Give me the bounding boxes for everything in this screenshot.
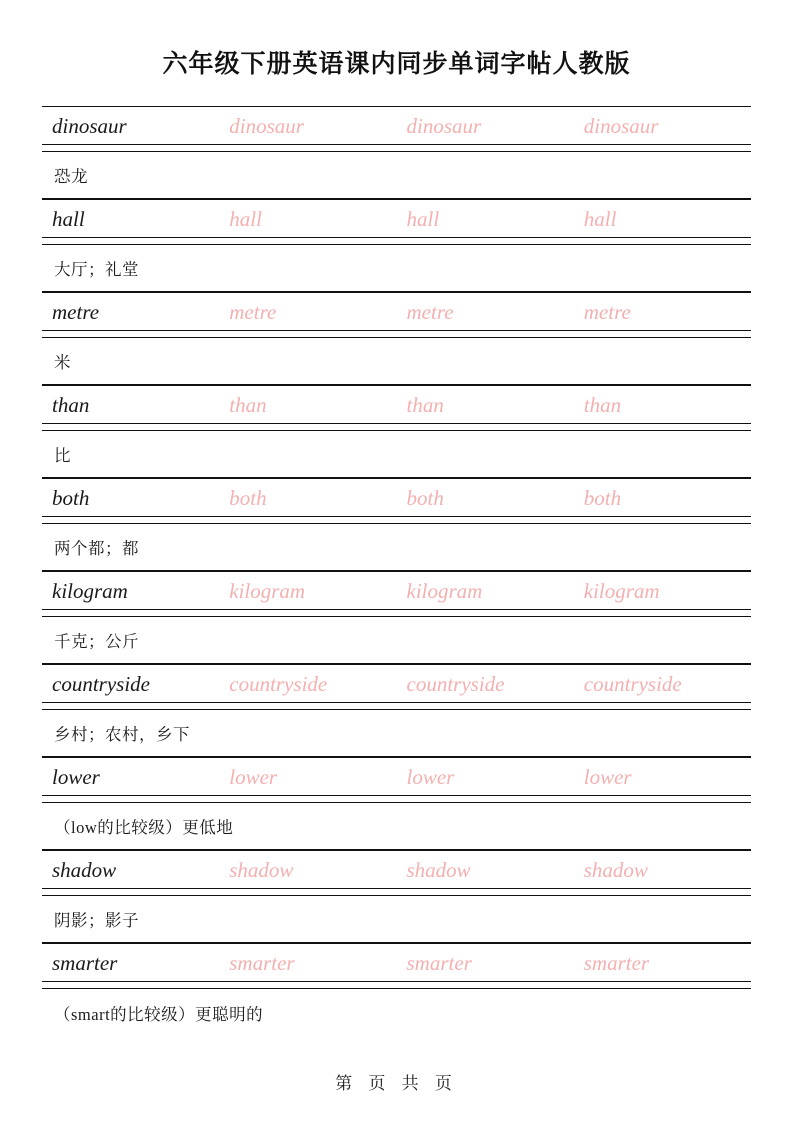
- word-meaning: 恐龙: [54, 167, 88, 186]
- word-trace: hall: [583, 206, 617, 231]
- tracing-row[interactable]: [42, 292, 751, 338]
- word-meaning: 两个都；都: [54, 539, 139, 558]
- word-entry: [42, 385, 751, 478]
- word-meaning: 千克；公斤: [54, 632, 139, 651]
- tracing-row[interactable]: [42, 571, 751, 617]
- meaning-row: [42, 431, 751, 478]
- word-trace: both: [406, 485, 444, 510]
- word-trace: shadow: [229, 857, 294, 882]
- word-entry: [42, 292, 751, 385]
- word-model: metre: [52, 299, 100, 324]
- word-trace: hall: [406, 206, 440, 231]
- word-model: kilogram: [52, 578, 128, 603]
- word-model: both: [52, 485, 90, 510]
- page-footer: 第 页 共 页: [335, 1074, 458, 1093]
- word-model: countryside: [52, 671, 150, 696]
- word-trace: lower: [229, 764, 278, 789]
- word-model: hall: [52, 206, 85, 231]
- word-entry: [42, 199, 751, 292]
- tracing-row[interactable]: [42, 106, 751, 152]
- word-trace: metre: [229, 299, 277, 324]
- word-trace: smarter: [406, 950, 472, 975]
- tracing-row[interactable]: [42, 199, 751, 245]
- word-trace: countryside: [583, 671, 682, 696]
- tracing-row[interactable]: [42, 757, 751, 803]
- word-entry: [42, 478, 751, 571]
- word-entry: [42, 757, 751, 850]
- word-trace: dinosaur: [583, 113, 659, 138]
- meaning-row: [42, 989, 751, 1036]
- word-trace: metre: [406, 299, 454, 324]
- word-trace: dinosaur: [229, 113, 304, 138]
- word-trace: lower: [583, 764, 632, 789]
- meaning-row: [42, 245, 751, 292]
- word-model: dinosaur: [52, 113, 127, 138]
- meaning-row: [42, 710, 751, 757]
- tracing-row[interactable]: [42, 943, 751, 989]
- word-trace: kilogram: [229, 578, 306, 603]
- word-trace: kilogram: [583, 578, 660, 603]
- word-trace: smarter: [229, 950, 295, 975]
- meaning-row: [42, 617, 751, 664]
- word-entry: [42, 943, 751, 1036]
- word-meaning: 米: [54, 353, 71, 372]
- word-trace: kilogram: [406, 578, 483, 603]
- word-model: shadow: [52, 857, 117, 882]
- word-trace: shadow: [406, 857, 471, 882]
- word-meaning: （smart的比较级）更聪明的: [54, 1004, 264, 1024]
- word-meaning: 大厅；礼堂: [54, 260, 139, 279]
- word-trace: shadow: [583, 857, 648, 882]
- word-list: [42, 106, 751, 1036]
- word-meaning: （low的比较级）更低地: [54, 818, 234, 837]
- word-meaning: 乡村；农村，乡下: [54, 725, 190, 744]
- tracing-row[interactable]: [42, 850, 751, 896]
- word-trace: metre: [583, 299, 631, 324]
- word-trace: than: [229, 392, 267, 417]
- meaning-row: [42, 338, 751, 385]
- word-trace: than: [406, 392, 444, 417]
- page-title: 六年级下册英语课内同步单词字帖人教版: [162, 50, 631, 78]
- word-trace: smarter: [583, 950, 650, 975]
- word-meaning: 比: [54, 446, 71, 465]
- word-trace: than: [583, 392, 622, 417]
- word-model: than: [52, 392, 90, 417]
- word-model: lower: [52, 764, 100, 789]
- word-entry: [42, 571, 751, 664]
- meaning-row: [42, 524, 751, 571]
- tracing-row[interactable]: [42, 385, 751, 431]
- word-entry: [42, 664, 751, 757]
- word-trace: both: [583, 485, 622, 510]
- word-trace: lower: [406, 764, 455, 789]
- meaning-row: [42, 803, 751, 850]
- word-entry: [42, 850, 751, 943]
- word-model: smarter: [52, 950, 118, 975]
- tracing-row[interactable]: [42, 478, 751, 524]
- meaning-row: [42, 896, 751, 943]
- word-trace: hall: [229, 206, 262, 231]
- tracing-row[interactable]: [42, 664, 751, 710]
- word-trace: dinosaur: [406, 113, 482, 138]
- word-meaning: 阴影；影子: [54, 911, 139, 930]
- word-entry: [42, 106, 751, 199]
- meaning-row: [42, 152, 751, 199]
- word-trace: both: [229, 485, 267, 510]
- word-trace: countryside: [406, 671, 505, 696]
- word-trace: countryside: [229, 671, 328, 696]
